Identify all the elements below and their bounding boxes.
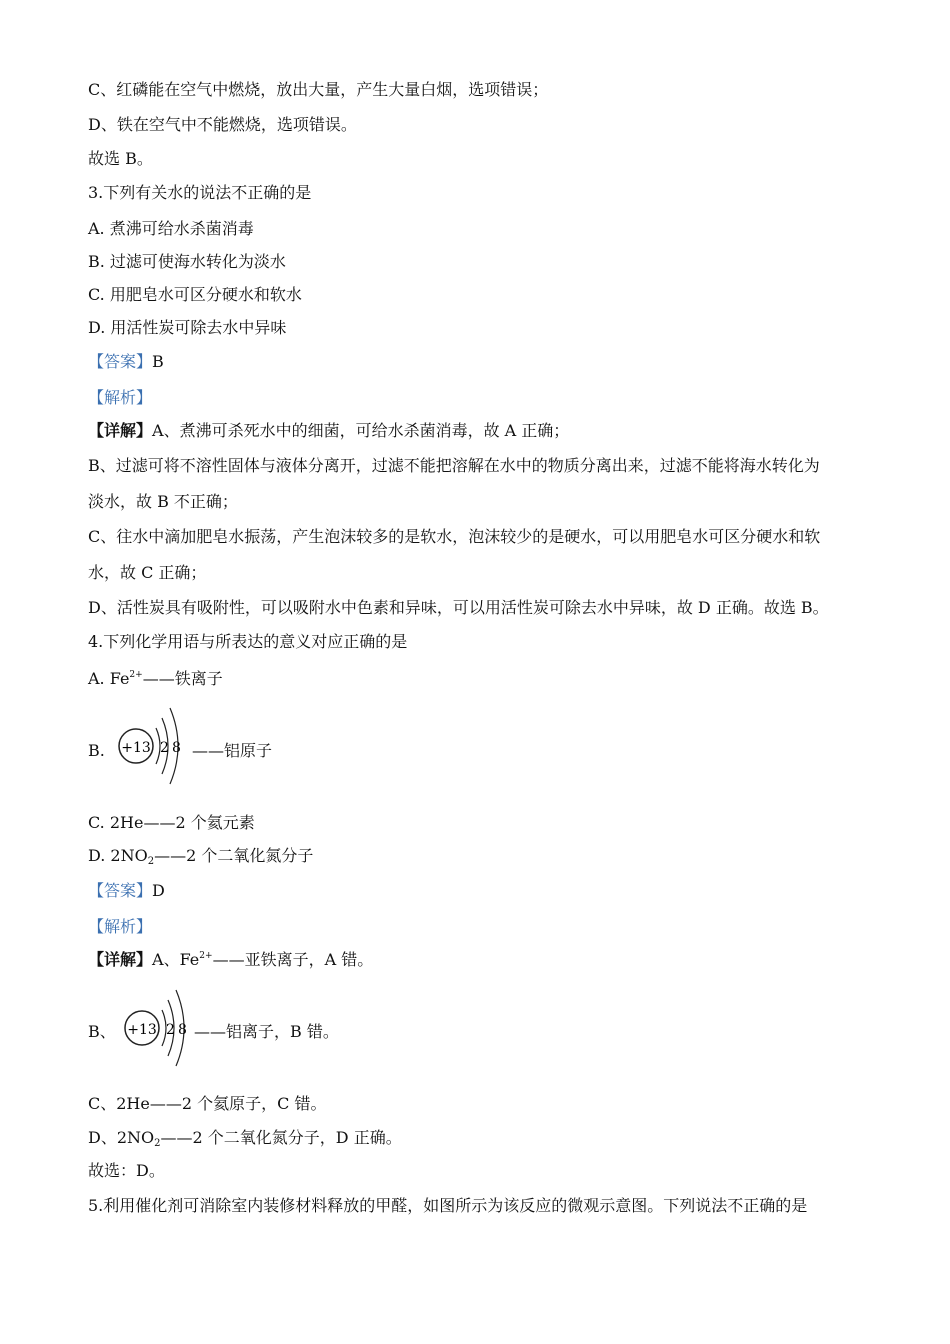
nucleus-charge: +13 [121,740,151,756]
q3-option-c: C. 用肥皂水可区分硬水和软水 [88,285,302,304]
nucleus-charge: +13 [127,1022,157,1038]
subscript: 2 [147,856,155,867]
detail-text: A、Fe [152,950,200,969]
q3-detail-1 [88,421,569,441]
shell-2-electrons: 8 [172,740,181,756]
detail-tag: 【详解】 [88,421,153,440]
analysis-tag: 【解析】 [88,917,153,936]
detail-text: ——亚铁离子，A 错。 [212,950,374,969]
subscript: 2 [154,1138,161,1149]
text-line: D、铁在空气中不能燃烧，选项错误。 [88,115,357,134]
q4-option-d [88,846,313,866]
q3-option-b: B. 过滤可使海水转化为淡水 [88,252,286,271]
detail-text: ——2 个二氧化氮分子，D 正确。 [160,1128,402,1147]
meaning-text: ——铁离子 [142,669,223,688]
detail-tag: 【详解】 [88,950,153,969]
question-5-stem: 5.利用催化剂可消除室内装修材料释放的甲醛，如图所示为该反应的微观示意图。下列说法不正确的是 [88,1196,808,1215]
q3-detail-4: C、往水中滴加肥皂水振荡，产生泡沫较多的是软水，泡沫较少的是硬水，可以用肥皂水可区分硬水和软 [88,527,821,546]
q4-option-b-label: B. [88,741,105,760]
q4-analysis-tag [88,917,152,937]
shell-1-electrons: 2 [166,1022,175,1038]
q3-detail-6: D、活性炭具有吸附性，可以吸附水中色素和异味，可以用活性炭可除去水中异味，故 D 正确。故选 B。 [88,598,829,617]
q4-detail-5: 故选：D。 [88,1161,165,1180]
q4-option-b-meaning: ——铝原子 [192,741,273,760]
answer-value: B [152,352,164,371]
aluminum-atom-structure-diagram [118,984,198,1070]
question-3-stem: 3.下列有关水的说法不正确的是 [88,183,312,202]
q3-analysis-tag [88,388,152,408]
q3-answer [88,352,164,372]
q4-option-a [88,669,223,689]
aluminum-atom-structure-diagram [112,702,192,788]
q4-detail-2-label: B、 [88,1022,116,1041]
detail-text: A、煮沸可杀死水中的细菌，可给水杀菌消毒，故 A 正确； [152,421,570,440]
q3-option-a: A. 煮沸可给水杀菌消毒 [88,219,254,238]
shell-2-electrons: 8 [178,1022,187,1038]
q3-option-d: D. 用活性炭可除去水中异味 [88,318,287,337]
q4-detail-1 [88,950,373,970]
q3-detail-2: B、过滤可将不溶性固体与液体分离开，过滤不能把溶解在水中的物质分离出来，过滤不能将海水转化为 [88,456,820,475]
q4-detail-2-meaning: ——铝离子，B 错。 [194,1022,339,1041]
shell-1-electrons: 2 [160,740,169,756]
analysis-tag: 【解析】 [88,388,153,407]
detail-text: D、2NO [88,1128,155,1147]
answer-value: D [152,881,165,900]
answer-tag: 【答案】 [88,881,153,900]
charge-superscript: 2+ [199,951,213,961]
q3-detail-5: 水，故 C 正确； [88,563,207,582]
text-line: C、红磷能在空气中燃烧，放出大量，产生大量白烟，选项错误； [88,80,549,99]
answer-tag: 【答案】 [88,352,153,371]
formula-text: A. Fe [88,669,130,688]
meaning-text: ——2 个二氧化氮分子 [154,846,314,865]
formula-text: D. 2NO [88,846,148,865]
q4-answer [88,881,165,901]
charge-superscript: 2+ [129,670,143,680]
question-4-stem: 4.下列化学用语与所表达的意义对应正确的是 [88,632,408,651]
q4-detail-3: C、2He——2 个氦原子，C 错。 [88,1094,327,1113]
text-line: 故选 B。 [88,149,153,168]
q3-detail-3: 淡水，故 B 不正确； [88,492,238,511]
q4-option-c: C. 2He——2 个氦元素 [88,813,255,832]
q4-detail-4 [88,1128,402,1148]
